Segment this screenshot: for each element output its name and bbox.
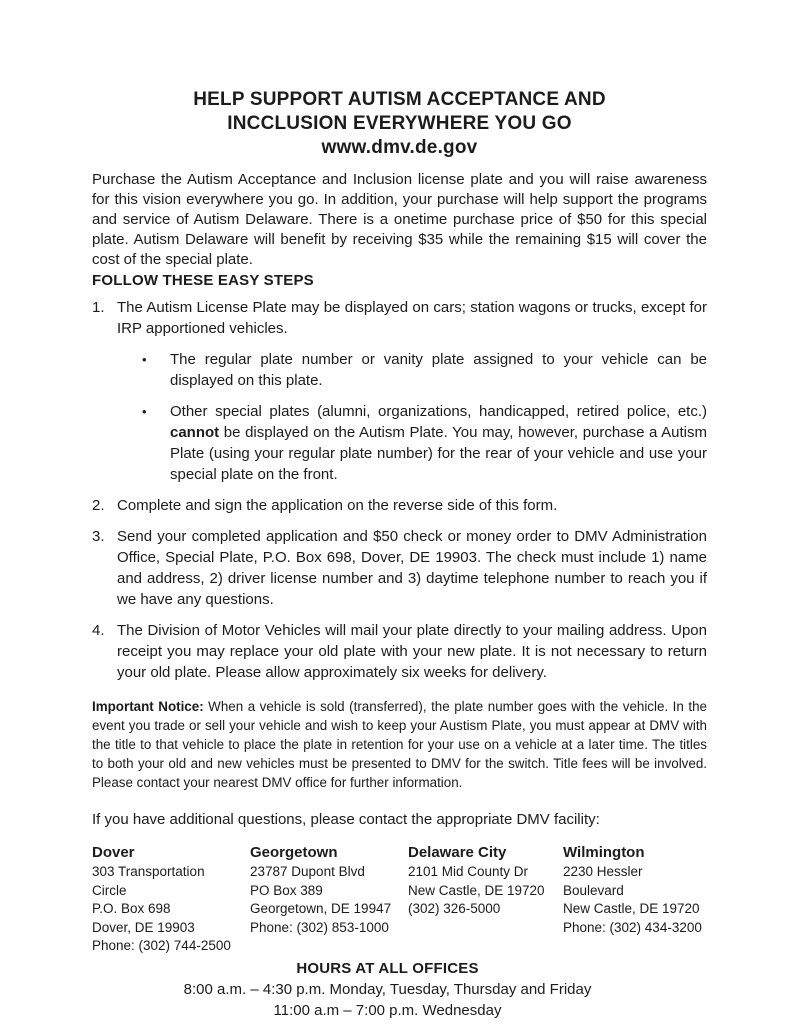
dmv-offices-section [92, 843, 707, 956]
hours-weekdays: 8:00 a.m. – 4:30 p.m. Monday, Tuesday, Thursday and Friday [183, 980, 592, 998]
important-notice-label: Important Notice: [92, 699, 204, 714]
contact-intro-line: If you have additional questions, please contact the appropriate DMV facility: [92, 811, 600, 828]
office-phone: Phone: (302) 744-2500 [92, 938, 231, 953]
office-address-line: 23787 Dupont Blvd [250, 864, 365, 879]
office-georgetown [250, 843, 408, 937]
hours-section [80, 958, 695, 1021]
bullet-text [170, 401, 707, 485]
intro-paragraph: Purchase the Autism Acceptance and Inclusion license plate and you will raise awareness for this vision everywhere you go. In addition, your purchase will help support the programs and service of Autism Delaware. There is a onetime purchase price of $50 for this special plate. Autism Delaware will benefit by receiving $35 while the remaining $15 will cover the cost of the special plate. [92, 171, 707, 268]
bullet-text-bold: cannot [170, 424, 220, 441]
office-name: Georgetown [250, 844, 338, 861]
bullet-text: The regular plate number or vanity plate assigned to your vehicle can be displayed on this plate. [170, 351, 707, 389]
step-item-1 [92, 297, 707, 339]
step-item-3 [92, 526, 707, 610]
step-number: 3. [92, 528, 105, 545]
step-text: The Division of Motor Vehicles will mail your plate directly to your mailing address. Upon receipt you may replace your old plate with your new plate. It is not necessary to return your old plate. Please allow approximately six weeks for delivery. [117, 622, 707, 681]
office-phone: (302) 326-5000 [408, 901, 501, 916]
office-phone: Phone: (302) 853-1000 [250, 919, 389, 935]
bullet-icon: • [142, 352, 147, 367]
step-item-4 [92, 620, 707, 683]
office-name: Delaware City [408, 844, 507, 861]
office-address-line: 2230 Hessler Boulevard [563, 864, 643, 898]
step-number: 4. [92, 622, 105, 639]
step-text: Complete and sign the application on the reverse side of this form. [117, 497, 558, 514]
bullet-text-pre: Other special plates (alumni, organizations, handicapped, retired police, etc.) [170, 403, 707, 420]
step-item-2 [92, 495, 707, 516]
step-text: The Autism License Plate may be displayed on cars; station wagons or trucks, except for IRP apportioned vehicles. [117, 299, 707, 337]
office-address-line: 303 Transportation [92, 864, 205, 879]
bullet-item-1 [142, 349, 707, 391]
office-address-line: PO Box 389 [250, 882, 323, 898]
office-address-line: New Castle, DE 19720 [563, 901, 700, 916]
steps-heading: FOLLOW THESE EASY STEPS [92, 272, 314, 289]
office-address-line: New Castle, DE 19720 [408, 882, 545, 898]
office-name: Dover [92, 844, 135, 861]
step-number: 2. [92, 497, 105, 514]
important-notice-text: When a vehicle is sold (transferred), the plate number goes with the vehicle. In the event you trade or sell your vehicle and wish to keep your Austism Plate, you must appear at DMV with the title to that vehicle to place the plate in retention for your use on a vehicle at a later time. The titles to both your old and new vehicles must be presented to DMV for the switch. Title fees will be involved. Please contact your nearest DMV office for further information. [92, 699, 707, 790]
office-address-line: Georgetown, DE 19947 [250, 901, 392, 916]
office-address-line: Dover, DE 19903 [92, 919, 195, 935]
office-wilmington [563, 843, 707, 937]
office-delaware-city [408, 843, 563, 919]
important-notice [92, 697, 707, 792]
bullet-icon: • [142, 404, 147, 419]
office-phone: Phone: (302) 434-3200 [563, 919, 702, 935]
step-text: Send your completed application and $50 check or money order to DMV Administration Office, Special Plate, P.O. Box 698, Dover, DE 19903. The check must include 1) name and address, 2) driver license number and 3) daytime telephone number to reach you if we have any questions. [117, 528, 707, 608]
office-name: Wilmington [563, 844, 645, 861]
hours-heading: HOURS AT ALL OFFICES [296, 959, 479, 977]
office-address-line: Circle [92, 882, 127, 898]
bullet-item-2 [142, 401, 707, 485]
title-line-2: INCCLUSION EVERYWHERE YOU GO [227, 113, 572, 134]
title-url: www.dmv.de.gov [321, 137, 478, 158]
office-address-line: P.O. Box 698 [92, 901, 171, 916]
title-line-1: HELP SUPPORT AUTISM ACCEPTANCE AND [193, 89, 606, 110]
step-number: 1. [92, 299, 105, 316]
hours-wednesday: 11:00 a.m – 7:00 p.m. Wednesday [273, 1001, 502, 1019]
office-dover [92, 843, 250, 956]
office-address-line: 2101 Mid County Dr [408, 864, 529, 879]
bullet-text-post: be displayed on the Autism Plate. You may, however, purchase a Autism Plate (using your regular plate number) for the rear of your vehicle and use your special plate on the front. [170, 424, 707, 483]
document-title [92, 88, 707, 160]
